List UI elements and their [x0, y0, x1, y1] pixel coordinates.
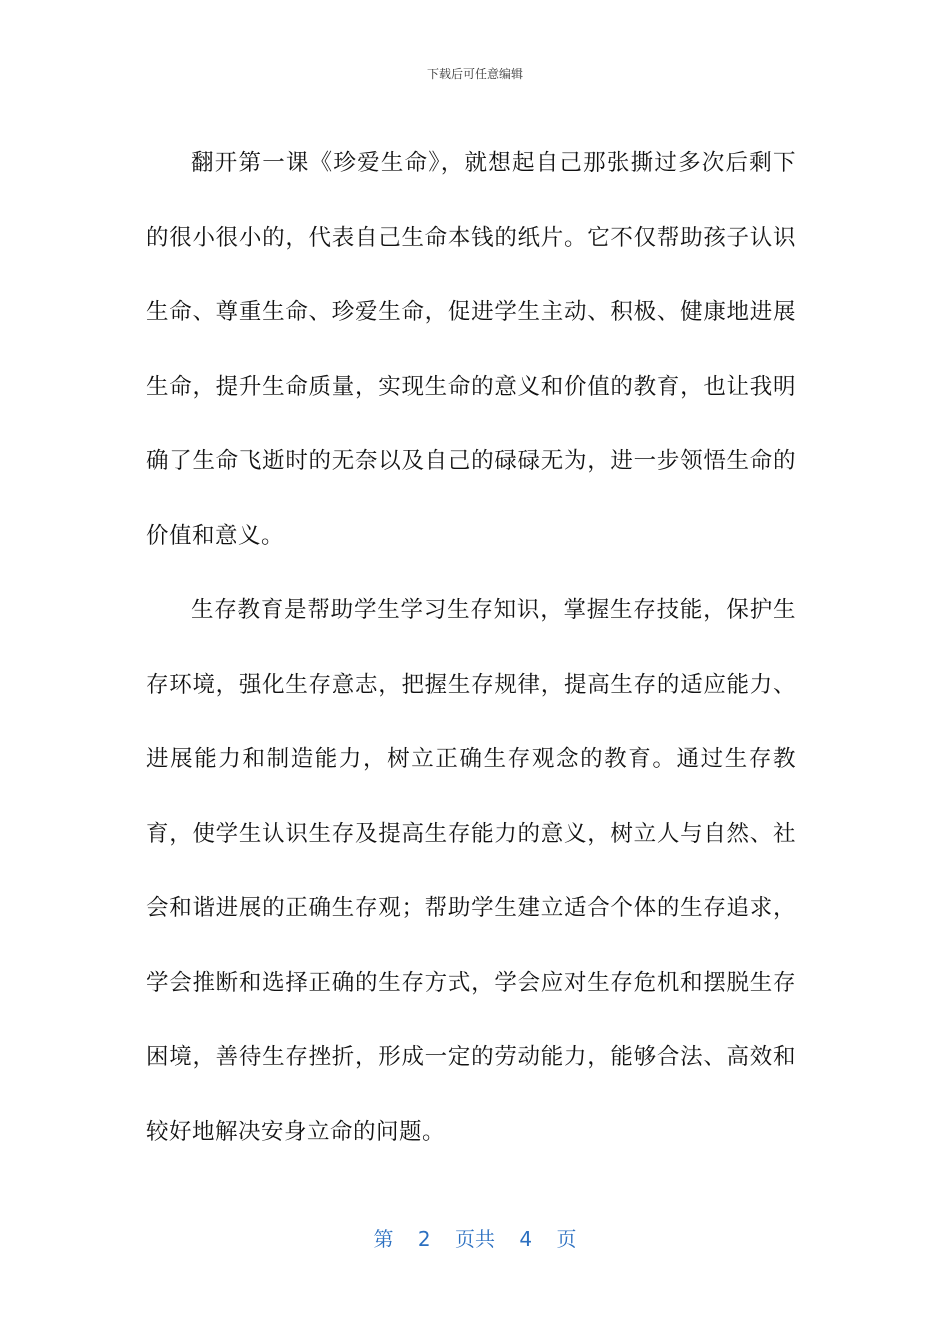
footer-prefix: 第: [373, 1227, 394, 1251]
paragraph-1: 翻开第一课《珍爱生命》，就想起自己那张撕过多次后剩下的很小很小的，代表自己生命本钱的纸片。它不仅帮助孩子认识生命、尊重生命、珍爱生命，促进学生主动、积极、健康地进展生命，提升生命质量，实现生命的意义和价值的教育，也让我明确了生命飞逝时的无奈以及自己的碌碌无为，进一步领悟生命的价值和意义。: [146, 150, 796, 549]
paragraph-2: 生存教育是帮助学生学习生存知识，掌握生存技能，保护生存环境，强化生存意志，把握生存规律，提高生存的适应能力、进展能力和制造能力，树立正确生存观念的教育。通过生存教育，使学生认识生存及提高生存能力的意义，树立人与自然、社会和谐进展的正确生存观；帮助学生建立适合个体的生存追求，学会推断和选择正确的生存方式，学会应对生存危机和摆脱生存困境，善待生存挫折，形成一定的劳动能力，能够合法、高效和较好地解决安身立命的问题。: [146, 597, 796, 1145]
page-footer: [0, 1226, 950, 1252]
document-body: [146, 126, 796, 1169]
page-header: 下载后可任意编辑: [426, 67, 523, 81]
total-page-count: 4: [519, 1227, 533, 1251]
current-page-number: 2: [417, 1227, 431, 1251]
footer-middle: 页共: [455, 1227, 495, 1251]
footer-suffix: 页: [556, 1227, 577, 1251]
